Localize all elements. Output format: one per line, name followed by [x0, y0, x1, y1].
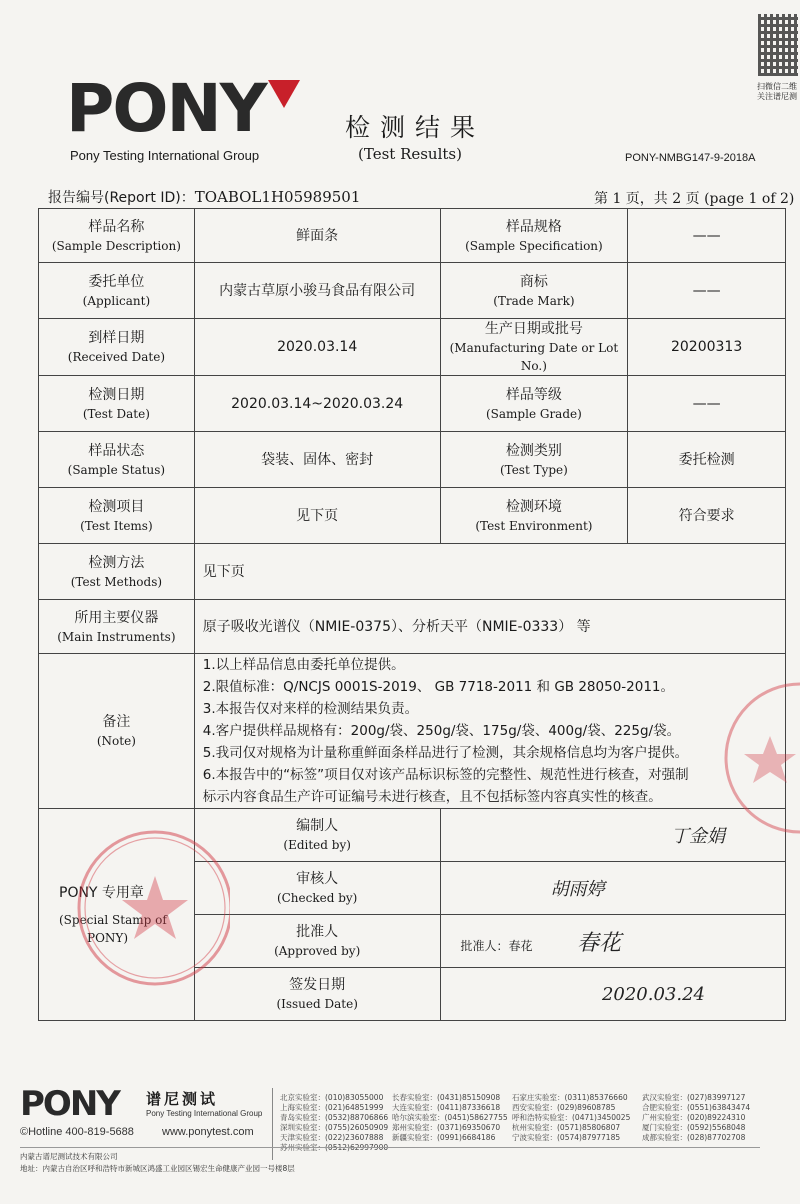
- page-number: 第 1 页，共 2 页 (page 1 of 2): [594, 191, 795, 207]
- table-row: 所用主要仪器 (Main Instruments) 原子吸收光谱仪（NMIE-0375）、分析天平（NMIE-0333） 等: [39, 600, 786, 654]
- website-link[interactable]: www.ponytest.com: [162, 1126, 254, 1138]
- table-row: 审核人 (Checked by) 胡雨婷: [39, 862, 786, 915]
- table-row: 到样日期 (Received Date) 2020.03.14 生产日期或批号 (Manufacturing Date or Lot No.) 20200313: [39, 319, 786, 376]
- field-value: 2020.03.14: [194, 319, 440, 376]
- table-row: PONY 专用章 (Special Stamp of PONY) 编制人 (Edited by) 丁金娟: [39, 809, 786, 862]
- field-value: 委托检测: [628, 432, 786, 488]
- logo-accent: [268, 80, 300, 108]
- footer-address: 地址：内蒙古自治区呼和浩特市新城区鸿盛工业园区锡宏生命健康产业园一号楼8层: [20, 1164, 295, 1173]
- table-row: 检测项目 (Test Items) 见下页 检测环境 (Test Environment) 符合要求: [39, 488, 786, 544]
- field-value: ——: [628, 376, 786, 432]
- document-code: PONY-NMBG147-9-2018A: [625, 152, 756, 164]
- field-value: 内蒙古草原小骏马食品有限公司: [194, 263, 440, 319]
- field-value: 符合要求: [628, 488, 786, 544]
- note-line: 3.本报告仅对来样的检测结果负责。: [202, 701, 419, 717]
- field-value: 见下页: [194, 488, 440, 544]
- lab-contact: 呼和浩特实验室：(0471)3450025: [512, 1113, 631, 1122]
- approver-signature: 春花: [577, 930, 622, 956]
- official-stamp-partial: [720, 678, 800, 838]
- lab-contact: 哈尔滨实验室：(0451)58627755: [392, 1113, 508, 1122]
- lab-contact: 武汉实验室：(027)83997127: [642, 1093, 746, 1102]
- table-row: 检测日期 (Test Date) 2020.03.14~2020.03.24 样品等级 (Sample Grade) ——: [39, 376, 786, 432]
- lab-contact: 上海实验室：(021)64851999: [280, 1103, 384, 1112]
- lab-contact: 合肥实验室：(0551)63843474: [642, 1103, 751, 1112]
- table-row: 批准人 (Approved by) 批准人：春花 春花: [39, 915, 786, 968]
- issued-date: 2020.03.24: [601, 983, 705, 1005]
- hotline: ©Hotline 400-819-5688: [20, 1126, 134, 1138]
- table-row: 样品名称 (Sample Description) 鲜面条 样品规格 (Sample Specification) ——: [39, 209, 786, 263]
- lab-contact: 厦门实验室：(0592)5568048: [642, 1123, 746, 1132]
- report-id: 报告编号(Report ID)：TOABOL1H05989501: [48, 188, 361, 206]
- pony-logo: PONY: [66, 70, 266, 147]
- checker-signature: 胡雨婷: [550, 879, 605, 900]
- field-value: 20200313: [628, 319, 786, 376]
- table-row: 样品状态 (Sample Status) 袋装、固体、密封 检测类别 (Test Type) 委托检测: [39, 432, 786, 488]
- note-line: 标示内容食品生产许可证编号未进行核查，且不包括标签内容真实性的核查。: [202, 789, 662, 805]
- lab-contact: 青岛实验室：(0532)88706866: [280, 1113, 389, 1122]
- field-value: 袋装、固体、密封: [194, 432, 440, 488]
- official-stamp: [60, 818, 230, 998]
- qr-caption: 扫微信二维 关注谱尼测: [757, 82, 797, 101]
- editor-signature: 丁金娟: [671, 826, 725, 847]
- instruments-value: 原子吸收光谱仪（NMIE-0375）、分析天平（NMIE-0333） 等: [194, 600, 785, 654]
- company-name-en: Pony Testing International Group: [70, 148, 260, 163]
- field-value: ——: [628, 263, 786, 319]
- qr-code: [758, 14, 798, 76]
- note-line: 1.以上样品信息由委托单位提供。: [202, 657, 405, 673]
- lab-contact: 深圳实验室：(0755)26050909: [280, 1123, 389, 1132]
- page-title: 检测结果: [345, 113, 486, 142]
- table-row: 签发日期 (Issued Date) 2020.03.24: [39, 968, 786, 1021]
- methods-value: 见下页: [194, 544, 785, 600]
- field-value: 鲜面条: [194, 209, 440, 263]
- footer-logo: PONY: [20, 1084, 119, 1124]
- footer-brand-en: Pony Testing International Group: [146, 1109, 263, 1118]
- table-row: 检测方法 (Test Methods) 见下页: [39, 544, 786, 600]
- approver-prefix: 批准人：春花: [460, 938, 533, 953]
- lab-contact: 石家庄实验室：(0311)85376660: [512, 1093, 628, 1102]
- note-line: 5.我司仅对规格为计量称重鲜面条样品进行了检测，其余规格信息均为客户提供。: [202, 745, 689, 761]
- field-value: ——: [628, 209, 786, 263]
- lab-contact: 北京实验室：(010)83055000: [280, 1093, 384, 1102]
- table-row: 委托单位 (Applicant) 内蒙古草原小骏马食品有限公司 商标 (Trade Mark) ——: [39, 263, 786, 319]
- lab-contact: 宁波实验室：(0574)87977185: [512, 1133, 621, 1142]
- lab-contact: 杭州实验室：(0571)85806807: [512, 1123, 621, 1132]
- field-value: 2020.03.14~2020.03.24: [194, 376, 440, 432]
- footer-company: 内蒙古谱尼测试技术有限公司: [20, 1152, 118, 1161]
- note-line: 6.本报告中的“标签”项目仅对该产品标识标签的完整性、规范性进行核查，对强制: [202, 767, 689, 783]
- lab-contact: 大连实验室：(0411)87336618: [392, 1103, 501, 1112]
- note-list: [194, 654, 785, 809]
- table-row: 备注 (Note) 1.以上样品信息由委托单位提供。 2.限值标准：Q/NCJS 0001S-2019、 GB 7718-2011 和 GB 28050-2011。 3.本报告仅对来样的检测结果负责。 4.客户提供样品规格有：200g/袋、250g/袋、175g/袋、400g/袋、225g/袋。 5.我司仅对规格为计量称重鲜面条样品进行了检测，其余规格信息均为客户提供。 6.本报告中的“标签”项目仅对该产品标识标签的完整性、规范性进行核查，对强制 标示内容食品生产许可证编号未进行核查，且不包括标签内容真实性的核查。: [39, 654, 786, 809]
- lab-contact: 广州实验室：(020)89224310: [642, 1113, 746, 1122]
- note-line: 4.客户提供样品规格有：200g/袋、250g/袋、175g/袋、400g/袋、225g/袋。: [202, 723, 681, 739]
- stamp-cell: PONY 专用章 (Special Stamp of PONY): [39, 809, 195, 1021]
- lab-contact: 天津实验室：(022)23607888: [280, 1133, 384, 1142]
- lab-contact: 长春实验室：(0431)85150908: [392, 1093, 501, 1102]
- footer-brand-cn: 谱尼测试: [146, 1090, 219, 1108]
- footer-divider: [272, 1088, 273, 1160]
- copyright-icon: ©: [20, 1126, 29, 1138]
- footer-rule: [20, 1147, 760, 1148]
- note-line: 2.限值标准：Q/NCJS 0001S-2019、 GB 7718-2011 和 GB 28050-2011。: [202, 679, 675, 695]
- lab-contact: 成都实验室：(028)87702708: [642, 1133, 746, 1142]
- lab-contact: 西安实验室：(029)89608785: [512, 1103, 616, 1112]
- page-title-en: (Test Results): [358, 145, 462, 163]
- lab-contact: 郑州实验室：(0371)69350670: [392, 1123, 501, 1132]
- lab-contact: 新疆实验室：(0991)6684186: [392, 1133, 496, 1142]
